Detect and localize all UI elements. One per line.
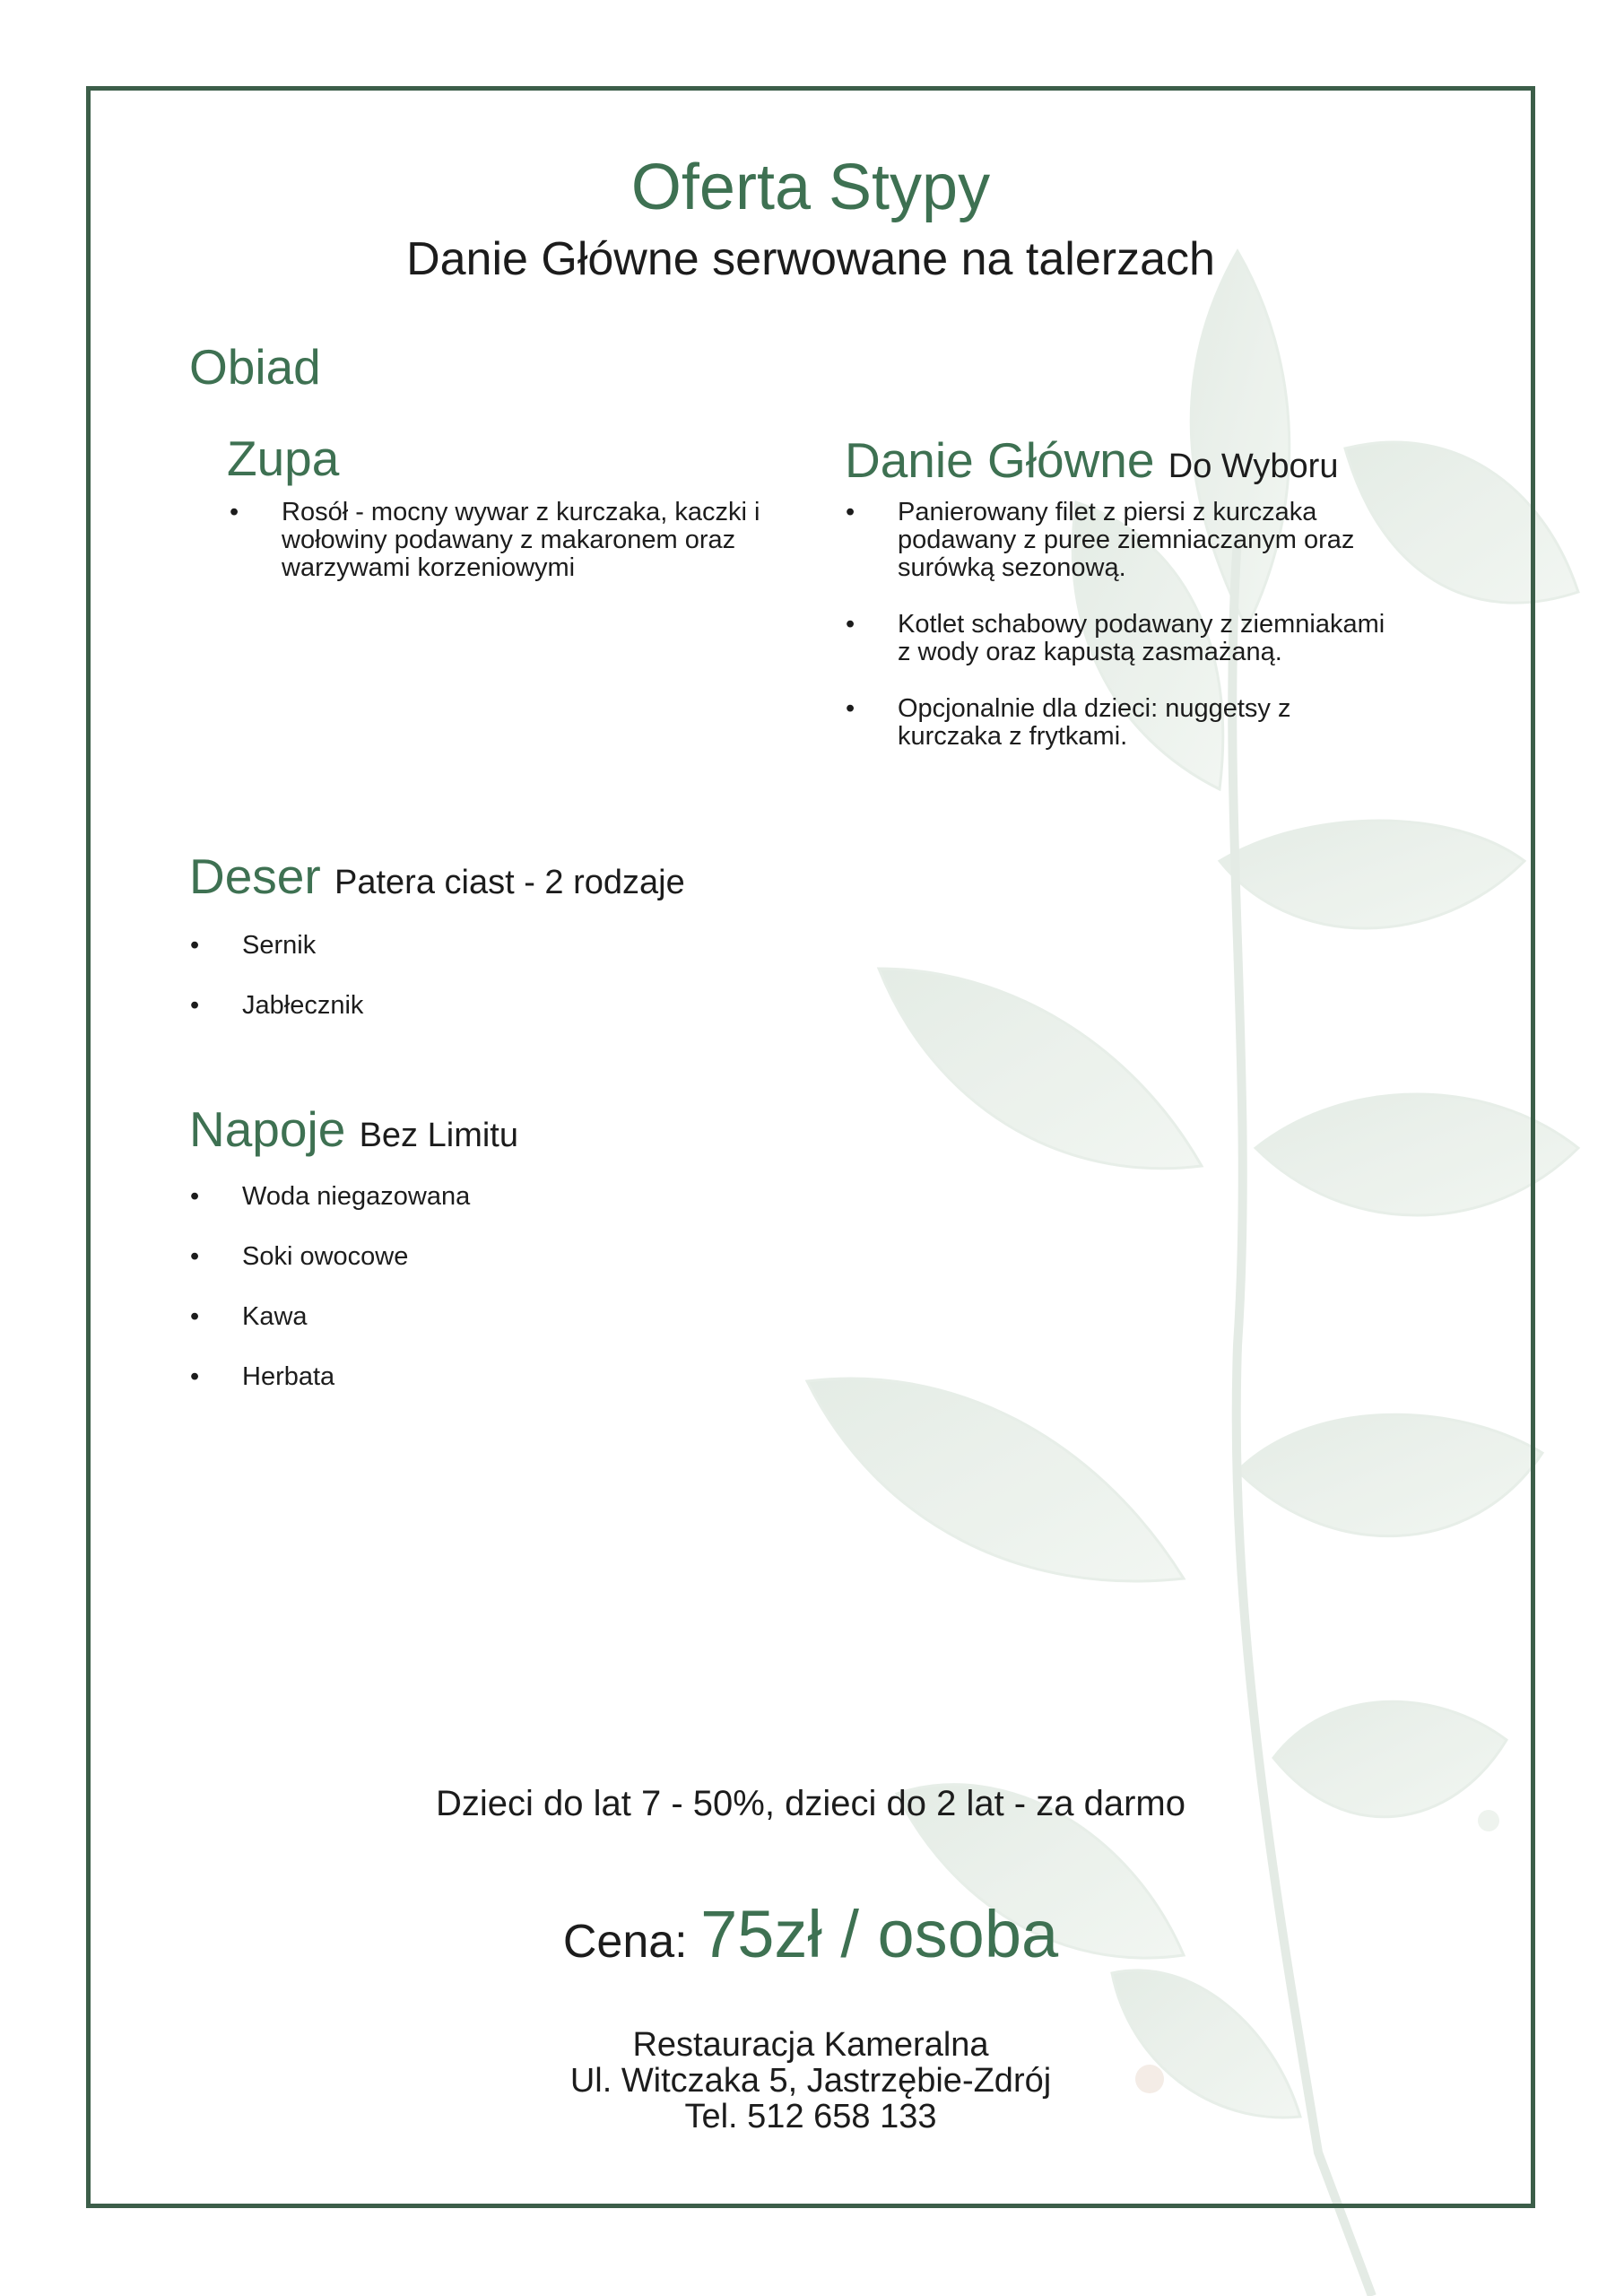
danie-glowne-title: Danie Główne xyxy=(845,432,1155,488)
obiad-heading: Obiad xyxy=(189,339,321,395)
danie-glowne-list xyxy=(846,499,1402,751)
kids-discount-note: Dzieci do lat 7 - 50%, dzieci do 2 lat - za darmo xyxy=(436,1784,1185,1823)
zupa-heading: Zupa xyxy=(227,430,340,486)
restaurant-phone: Tel. 512 658 133 xyxy=(684,2098,937,2135)
list-item: • Jabłecznik xyxy=(190,989,818,1022)
price-value: 75zł / osoba xyxy=(700,1897,1059,1971)
napoje-list xyxy=(190,1180,818,1421)
list-item: • Woda niegazowana xyxy=(190,1180,818,1213)
list-item: • Panierowany filet z piersi z kurczaka podawany z puree ziemniaczanym oraz surówką sezonową. xyxy=(846,499,1402,582)
napoje-note: Bez Limitu xyxy=(359,1117,518,1154)
price-label: Cena: xyxy=(562,1916,688,1968)
list-item: • Herbata xyxy=(190,1361,818,1393)
deser-heading xyxy=(189,847,685,912)
price-line xyxy=(86,1894,1535,1982)
danie-glowne-note: Do Wyboru xyxy=(1168,448,1339,485)
napoje-title: Napoje xyxy=(189,1101,346,1157)
zupa-list xyxy=(230,499,786,582)
page-title: Oferta Stypy xyxy=(630,152,991,223)
napoje-heading xyxy=(189,1100,518,1165)
list-item: • Soki owocowe xyxy=(190,1240,818,1273)
list-item: • Kotlet schabowy podawany z ziemniakami z wody oraz kapustą zasmażaną. xyxy=(846,611,1402,666)
restaurant-name: Restauracja Kameralna xyxy=(632,2026,989,2064)
danie-glowne-heading xyxy=(845,430,1338,496)
list-item: • Kawa xyxy=(190,1300,818,1333)
restaurant-address: Ul. Witczaka 5, Jastrzębie-Zdrój xyxy=(569,2062,1052,2100)
page-subtitle: Danie Główne serwowane na talerzach xyxy=(406,233,1215,285)
deser-note: Patera ciast - 2 rodzaje xyxy=(334,864,685,901)
list-item: • Rosół - mocny wywar z kurczaka, kaczki i wołowiny podawany z makaronem oraz warzywami korzeniowymi xyxy=(230,499,786,582)
list-item: • Opcjonalnie dla dzieci: nuggetsy z kurczaka z frytkami. xyxy=(846,695,1402,751)
restaurant-contact xyxy=(86,2027,1535,2135)
deser-list xyxy=(190,929,818,1049)
deser-title: Deser xyxy=(189,848,321,904)
list-item: • Sernik xyxy=(190,929,818,961)
